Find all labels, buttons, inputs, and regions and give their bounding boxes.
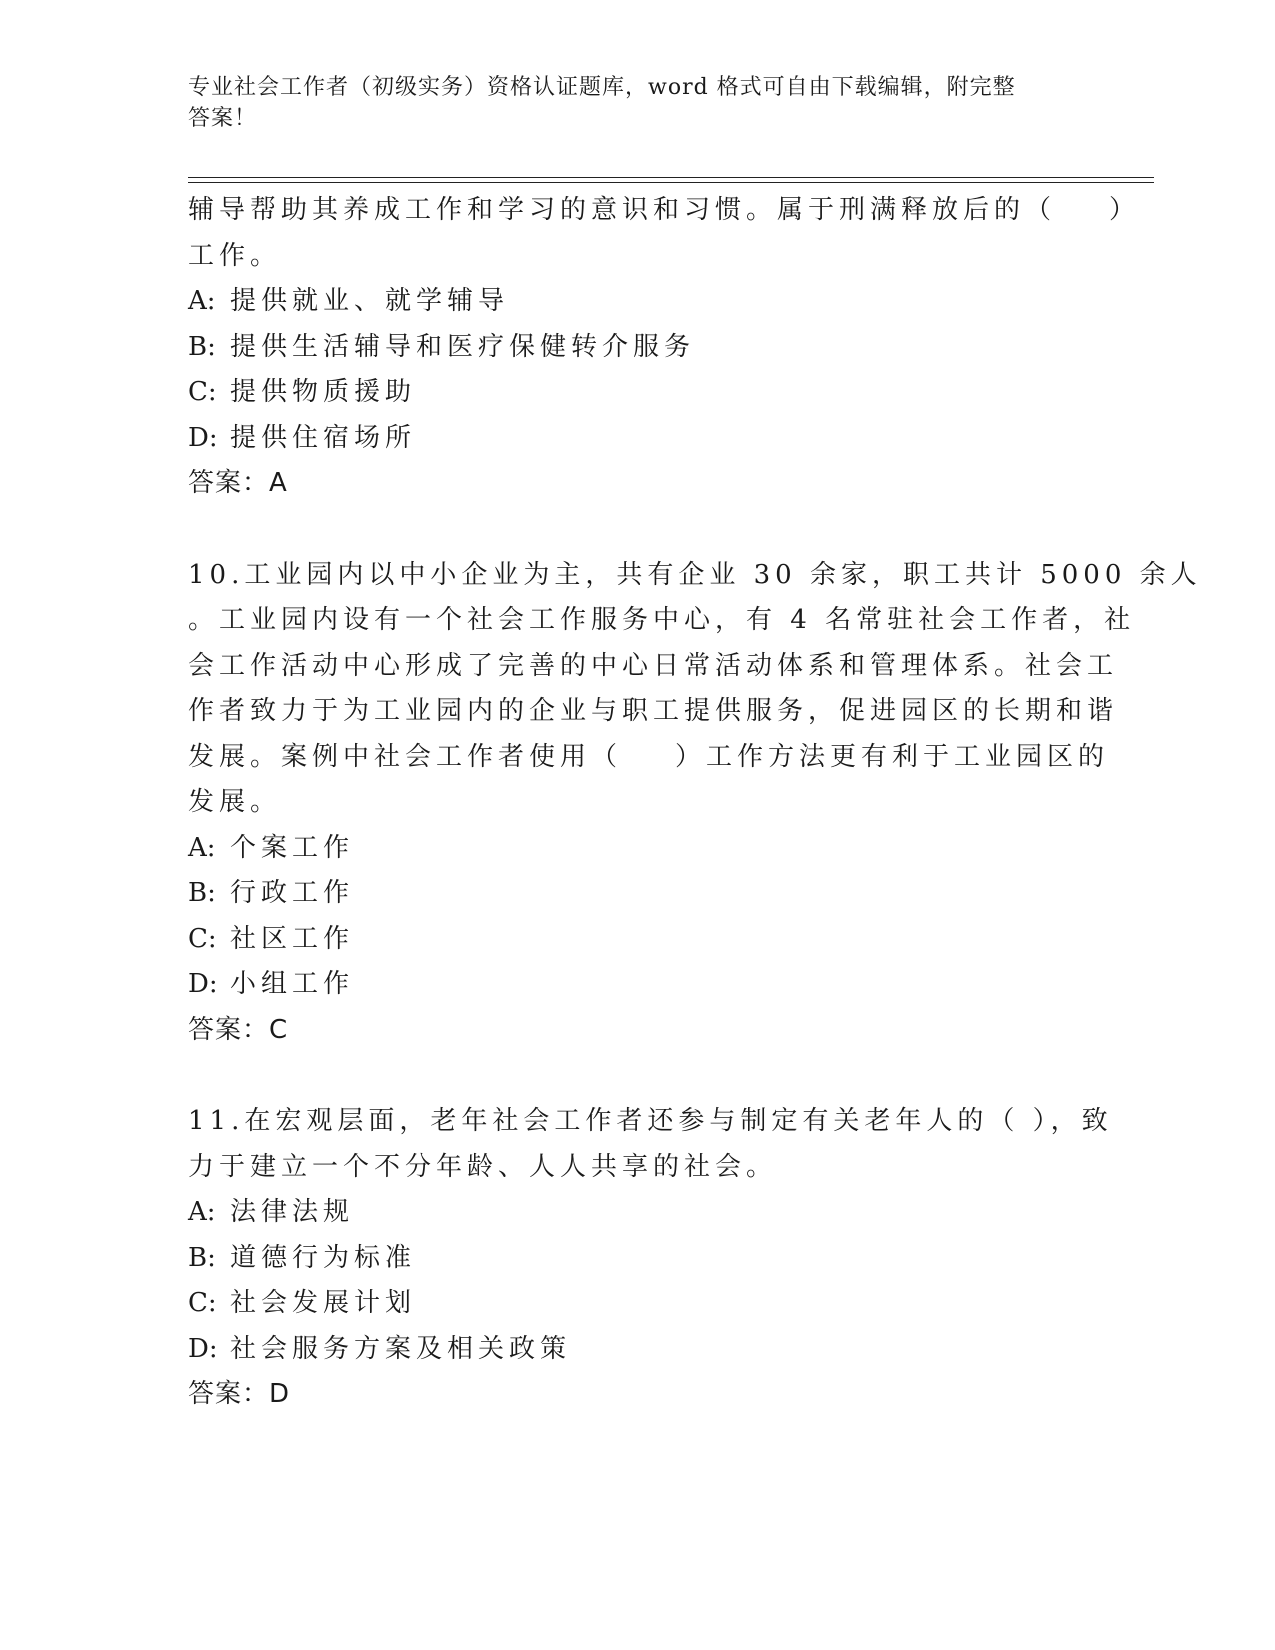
question-stem-line: 力于建立一个不分年龄、人人共享的社会。 [188,1151,778,1182]
header-line-1: 专业社会工作者（初级实务）资格认证题库，word 格式可自由下载编辑，附完整 [188,75,1016,100]
page-header [188,72,1068,134]
option-key: C: [188,923,217,954]
option-key: D: [188,1333,218,1364]
question-stem-line: 工作。 [188,240,282,271]
option-a [188,1190,1088,1236]
option-key: A: [188,832,216,863]
question-10 [188,553,1202,1054]
option-d [188,1327,1088,1373]
question-9 [188,188,1141,507]
option-key: B: [188,878,216,908]
option-text: 道德行为标准 [230,1242,417,1273]
option-key: C: [188,1288,217,1318]
question-stem-line: 会工作活动中心形成了完善的中心日常活动体系和管理体系。社会工 [188,650,1119,681]
option-b [188,871,1088,917]
option-key: C: [188,377,217,407]
option-c [188,1281,1088,1327]
question-stem-line: 。工业园内设有一个社会工作服务中心，有 4 名常驻社会工作者，社 [188,605,1136,635]
answer-line: 答案：D [188,1379,291,1409]
option-key: D: [188,422,218,453]
option-text: 小组工作 [230,969,355,999]
option-key: B: [188,1242,216,1273]
option-key: A: [188,1197,216,1227]
option-text: 法律法规 [230,1197,355,1227]
answer-line: 答案：A [188,468,288,498]
question-stem-line: 辅导帮助其养成工作和学习的意识和习惯。属于刑满释放后的（ ） [188,195,1141,225]
question-stem-line: 发展。 [188,787,282,817]
question-11 [188,1099,1113,1418]
option-b [188,325,1088,371]
option-text: 提供物质援助 [230,377,417,407]
header-rule-bottom [188,182,1154,183]
question-stem-line: 10.工业园内以中小企业为主，共有企业 30 余家，职工共计 5000 余人 [188,559,1202,590]
option-d [188,962,1088,1008]
question-stem-line: 作者致力于为工业园内的企业与职工提供服务，促进园区的长期和谐 [188,696,1119,726]
option-d [188,416,1088,462]
answer-line: 答案：C [188,1014,289,1045]
option-a [188,826,1088,872]
option-c [188,917,1088,963]
option-text: 行政工作 [230,878,355,908]
option-c [188,370,1088,416]
header-line-2: 答案！ [188,106,258,131]
option-text: 个案工作 [230,832,355,863]
option-text: 社区工作 [230,923,355,954]
option-a [188,279,1088,325]
question-stem-line: 11.在宏观层面，老年社会工作者还参与制定有关老年人的（ ），致 [188,1106,1113,1136]
header-rule-top [188,177,1154,178]
option-b [188,1236,1088,1282]
option-key: B: [188,331,216,362]
question-stem-line: 发展。案例中社会工作者使用（ ）工作方法更有利于工业园区的 [188,741,1110,772]
spacer [188,507,1088,553]
option-key: D: [188,969,218,999]
option-text: 提供就业、就学辅导 [230,286,510,316]
question-list [188,188,1202,1418]
option-key: A: [188,286,216,316]
spacer [188,1053,1088,1099]
option-text: 提供住宿场所 [230,422,417,453]
option-text: 社会服务方案及相关政策 [230,1333,572,1364]
option-text: 社会发展计划 [230,1288,417,1318]
option-text: 提供生活辅导和医疗保健转介服务 [230,331,696,362]
